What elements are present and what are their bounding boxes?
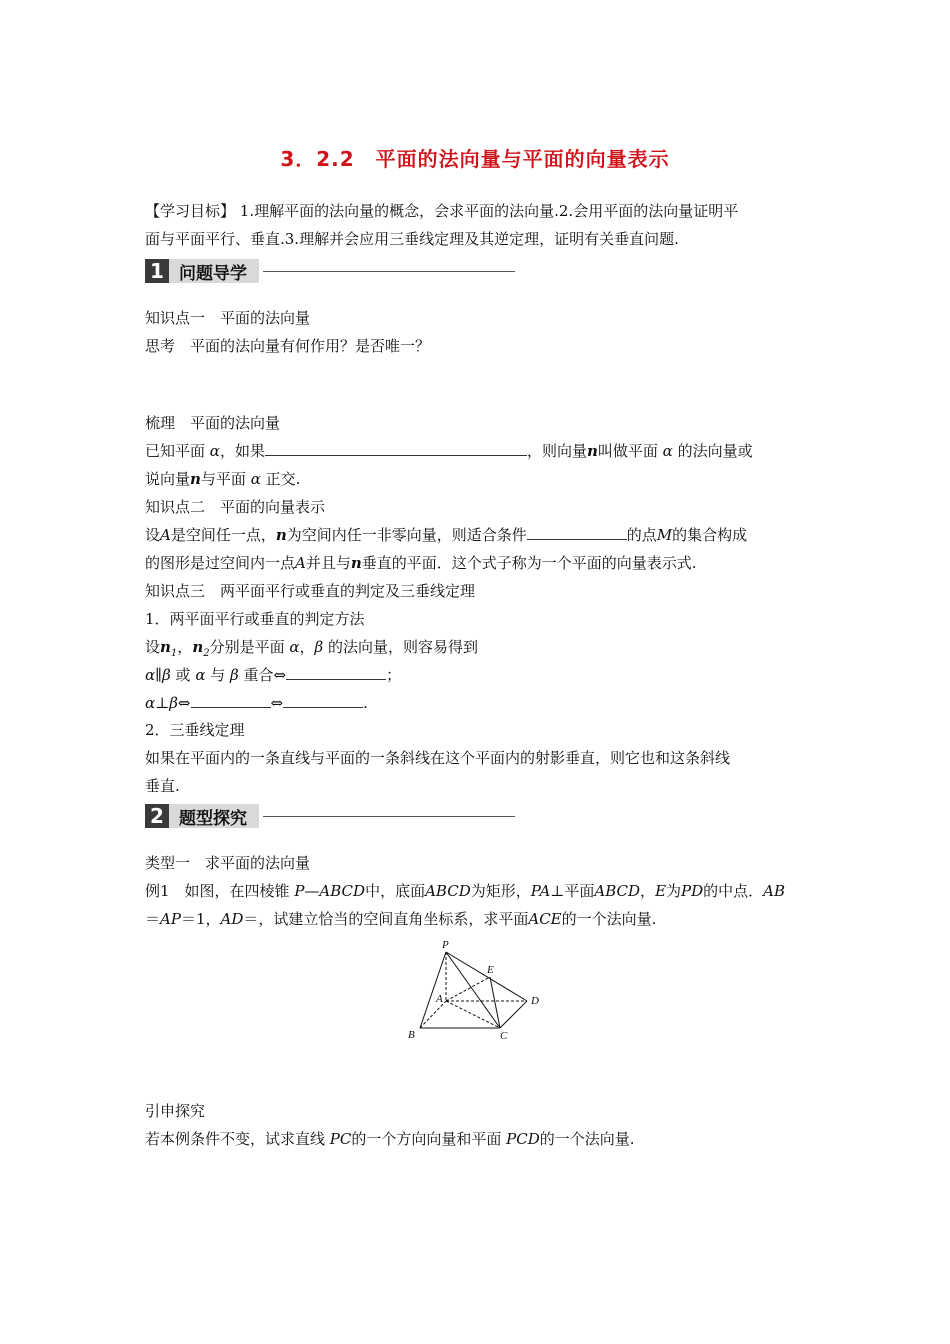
- theorem-line-2: 垂直.: [145, 777, 180, 795]
- text: 为空间内任一非零向量，则适合条件: [286, 526, 527, 544]
- think-question: 思考 平面的法向量有何作用？是否唯一？: [145, 337, 431, 355]
- knowledge-1-heading: 知识点一 平面的法向量: [145, 309, 311, 327]
- text: ，则向量: [526, 442, 587, 460]
- iff-symbol: ⇔: [270, 694, 284, 712]
- section-number: 1: [145, 259, 169, 283]
- text: 与: [210, 666, 226, 684]
- section-number: 2: [145, 804, 169, 828]
- text: 若本例条件不变，试求直线: [145, 1130, 326, 1148]
- section-rule: [263, 271, 515, 272]
- text: 垂直的平面．这个式子称为一个平面的向量表示式.: [361, 554, 697, 572]
- alpha: α: [209, 442, 220, 460]
- point-P: P: [294, 882, 305, 900]
- fill-blank[interactable]: [527, 525, 627, 540]
- text: 重合⇔: [243, 666, 287, 684]
- label-C: C: [500, 1030, 508, 1042]
- text: 的法向量或: [677, 442, 753, 460]
- fill-blank[interactable]: [265, 441, 527, 456]
- vector-n: n: [586, 442, 598, 460]
- text: 是空间任一点，: [170, 526, 276, 544]
- text: 的一个法向量.: [539, 1130, 635, 1148]
- label-PCD: PCD: [506, 1130, 540, 1148]
- k3-line-parallel: [145, 665, 813, 685]
- text: 的法向量，则容易得到: [328, 638, 479, 656]
- pyramid-figure: [400, 935, 550, 1045]
- parallel-symbol: ∥: [155, 666, 163, 684]
- text: 中，底面: [365, 882, 426, 900]
- label-ABCD: ABCD: [425, 882, 471, 900]
- section-label: 题型探究: [169, 804, 259, 828]
- subscript: 2: [203, 648, 210, 659]
- alpha: α: [145, 666, 156, 684]
- text: 的集合构成: [672, 526, 748, 544]
- sort-heading: 梳理 平面的法向量: [145, 414, 281, 432]
- beta: β: [314, 638, 324, 656]
- k1-line-2: [145, 469, 813, 489]
- k3-subheading-2: 2．三垂线定理: [145, 721, 245, 739]
- alpha: α: [195, 666, 206, 684]
- text: 说向量: [145, 470, 191, 488]
- iff-symbol: ⇔: [177, 694, 191, 712]
- knowledge-3-heading: 知识点三 两平面平行或垂直的判定及三垂线定理: [145, 582, 476, 600]
- label-AP: AP: [160, 910, 181, 928]
- example-1-line-2: [145, 909, 813, 929]
- alpha: α: [250, 470, 261, 488]
- label-E: E: [487, 964, 494, 976]
- label-ACE: ACE: [528, 910, 562, 928]
- fill-blank[interactable]: [286, 665, 386, 680]
- text: 设: [145, 638, 161, 656]
- label-B: B: [408, 1029, 415, 1041]
- section-label: 问题导学: [169, 259, 259, 283]
- text: ，: [177, 638, 193, 656]
- point-A: A: [160, 526, 171, 544]
- alpha: α: [662, 442, 673, 460]
- label-D: D: [531, 995, 539, 1007]
- extension-heading: 引申探究: [145, 1102, 206, 1120]
- text: 并且与: [305, 554, 351, 572]
- text: ＝: [145, 910, 161, 928]
- text: 已知平面: [145, 442, 206, 460]
- type-1-heading: 类型一 求平面的法向量: [145, 854, 311, 872]
- k3-subheading-1: 1．两平面平行或垂直的判定方法: [145, 610, 365, 628]
- text: 的一个法向量.: [561, 910, 657, 928]
- edge-AE: [446, 977, 490, 1001]
- beta: β: [169, 694, 178, 712]
- page-title: 3．2.2 平面的法向量与平面的向量表示: [280, 147, 670, 171]
- text: .: [363, 694, 368, 712]
- edge-CD: [500, 1001, 527, 1028]
- point-M: M: [656, 526, 673, 544]
- text: ＝1，: [180, 910, 221, 928]
- point-E: E: [655, 882, 667, 900]
- text: 分别是平面: [209, 638, 285, 656]
- label-PD: PD: [681, 882, 704, 900]
- theorem-line-1: 如果在平面内的一条直线与平面的一条斜线在这个平面内的射影垂直，则它也和这条斜线: [145, 749, 731, 767]
- k3-line-perpendicular: [145, 693, 813, 713]
- k2-line-1: [145, 525, 813, 545]
- section-header-1: [145, 258, 515, 284]
- alpha: α: [289, 638, 300, 656]
- k2-line-2: [145, 553, 813, 573]
- objectives-line-1: [145, 201, 813, 221]
- example-1-line-1: [145, 881, 813, 901]
- vector-n: n: [275, 526, 287, 544]
- point-A: A: [295, 554, 306, 572]
- objectives-text-1: 1.理解平面的法向量的概念，会求平面的法向量.2.会用平面的法向量证明平: [239, 202, 739, 220]
- vector-n1: n: [160, 638, 171, 656]
- text: ；: [386, 666, 402, 684]
- text: ＝，试建立恰当的空间直角坐标系，求平面: [243, 910, 529, 928]
- text: 或: [175, 666, 191, 684]
- text: 的一个方向向量和平面: [351, 1130, 502, 1148]
- k1-line-1: [145, 441, 813, 461]
- text: ，如果: [219, 442, 265, 460]
- alpha: α: [145, 694, 156, 712]
- edge-AC: [446, 1001, 500, 1028]
- objectives-tag: 【学习目标】: [145, 202, 236, 220]
- extension-line-1: [145, 1129, 813, 1149]
- text: ，: [299, 638, 315, 656]
- label-AB: AB: [763, 882, 786, 900]
- text: ⊥平面: [550, 882, 595, 900]
- section-header-2: [145, 803, 515, 829]
- section-rule: [263, 816, 515, 817]
- text: 的图形是过空间内一点: [145, 554, 296, 572]
- text: 的中点．: [703, 882, 764, 900]
- k3-line-1: [145, 637, 813, 664]
- label-A: A: [436, 993, 443, 1005]
- text: 与平面: [200, 470, 246, 488]
- edge-PB: [420, 952, 446, 1028]
- vector-n: n: [190, 470, 201, 488]
- vector-n: n: [350, 554, 362, 572]
- beta: β: [230, 666, 239, 684]
- fill-blank[interactable]: [283, 693, 363, 708]
- fill-blank[interactable]: [191, 693, 271, 708]
- beta: β: [162, 666, 171, 684]
- text: 例1 如图，在四棱锥: [145, 882, 290, 900]
- label-PA: PA: [530, 882, 551, 900]
- objectives-line-2: 面与平面平行、垂直.3.理解并会应用三垂线定理及其逆定理，证明有关垂直问题.: [145, 230, 679, 248]
- text: 的点: [626, 526, 657, 544]
- label-P: P: [442, 939, 449, 951]
- text: 正交.: [265, 470, 301, 488]
- subscript: 1: [170, 648, 178, 659]
- edge-PD: [446, 952, 527, 1001]
- vector-n2: n: [192, 638, 204, 656]
- label-AD: AD: [220, 910, 244, 928]
- text: 为矩形，: [470, 882, 531, 900]
- text: ，: [640, 882, 656, 900]
- text: —: [304, 882, 320, 900]
- label-ABCD: ABCD: [594, 882, 641, 900]
- text: 为: [666, 882, 682, 900]
- text: 设: [145, 526, 161, 544]
- perp-symbol: ⊥: [155, 694, 170, 712]
- text: 叫做平面: [597, 442, 658, 460]
- knowledge-2-heading: 知识点二 平面的向量表示: [145, 498, 326, 516]
- edge-AB: [420, 1001, 446, 1028]
- label-PC: PC: [329, 1130, 352, 1148]
- label-ABCD: ABCD: [319, 882, 366, 900]
